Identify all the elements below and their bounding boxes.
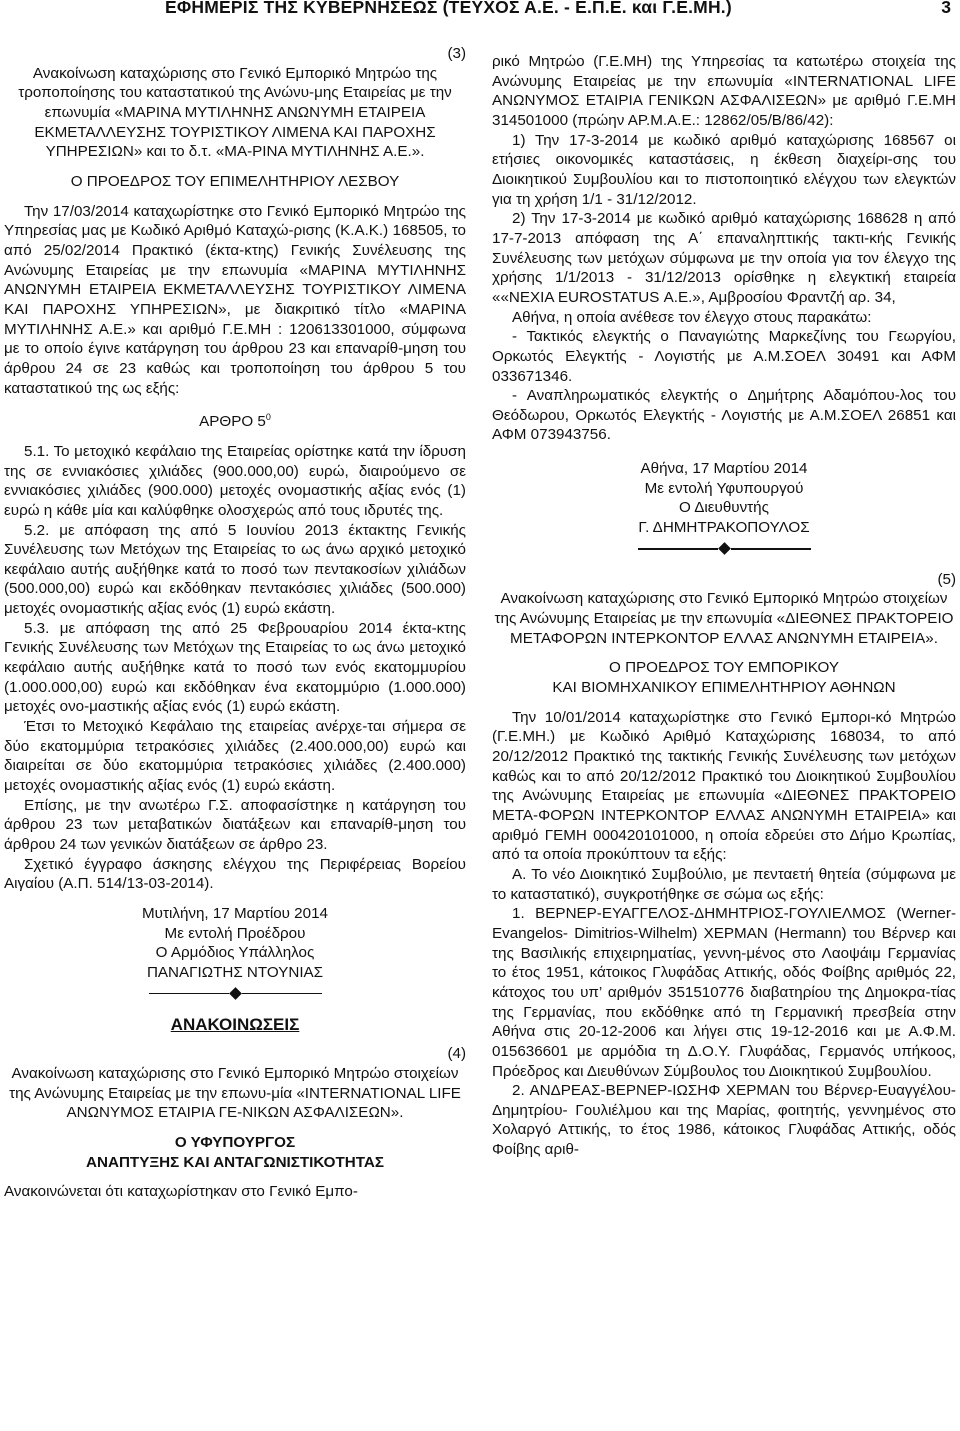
announcement-4-item-2: 2) Την 17-3-2014 με κωδικό αριθμό καταχώρισης 168628 η από 17-7-2013 απόφαση της Α΄ επαναληπτικής τακτι-κής Γενικής Συνέλευσης των μετόχων σύμφωνα με την οποία για τον έλεγχο της χρήσης 1/1/2013 - 31/12/2013 ορίσθηκε η ελεγκτική εταιρεία ««NEXIA EUROSTATUS Α.Ε.», Αμβροσίου Φραντζή αρ. 34,	[492, 210, 956, 306]
announcement-4-body-start: Ανακοινώνεται ότι καταχωρίστηκαν στο Γενικό Εμπο-	[4, 1183, 358, 1201]
signature-order: Με εντολή Προέδρου	[164, 924, 306, 942]
announcement-4-body-cont: ρικό Μητρώο (Γ.Ε.ΜΗ) της Υπηρεσίας τα κατωτέρω στοιχεία της Ανώνυμης Εταιρείας με την επωνυμία «INTERNATIONAL LIFE ΑΝΩΝΥΜΟΣ ΕΤΑΙΡΙΑ ΓΕΝΙΚΩΝ ΑΣΦΑΛΙΣΕΩΝ» με αριθμό Γ.Ε.ΜΗ 314501000 (πρώην ΑΡ.Μ.Α.Ε.: 12862/05/Β/86/42):	[492, 53, 956, 129]
announcement-number-5: (5)	[937, 570, 956, 588]
announcement-number-4: (4)	[447, 1045, 466, 1063]
announcement-number-3: (3)	[447, 45, 466, 62]
announcement-3-title: Ανακοίνωση καταχώρισης στο Γενικό Εμπορικό Μητρώο της τροποποίησης του καταστατικού της Ανώνυ-μης Εταιρείας με την επωνυμία «ΜΑΡΙΝΑ ΜΥΤΙΛΗΝΗΣ ΑΝΩΝΥΜΗ ΕΤΑΙΡΕΙΑ ΕΚΜΕΤΑΛΛΕΥΣΗΣ ΤΟΥΡΙΣΤΙΚΟΥ ΛΙΜΕΝΑ ΚΑΙ ΠΑΡΟΧΗΣ ΥΠΗΡΕΣΙΩΝ» και το δ.τ. «ΜΑ-ΡΙΝΑ ΜΥΤΙΛΗΝΗΣ Α.Ε.».	[18, 64, 452, 161]
page-number: 3	[941, 0, 951, 17]
announcements-heading: ΑΝΑΚΟΙΝΩΣΕΙΣ	[170, 1014, 300, 1034]
right-column	[492, 52, 956, 1160]
announcement-4-authority-ministry: ΑΝΑΠΤΥΞΗΣ ΚΑΙ ΑΝΤΑΓΩΝΙΣΤΙΚΟΤΗΤΑΣ	[86, 1153, 384, 1171]
signature-role-2: Ο Διευθυντής	[679, 499, 769, 517]
signature-place-date-2: Αθήνα, 17 Μαρτίου 2014	[640, 460, 808, 478]
left-column	[4, 44, 466, 1202]
gazette-title: ΕΦΗΜΕΡΙΣ ΤΗΣ ΚΥΒΕΡΝΗΣΕΩΣ (ΤΕΥΧΟΣ Α.Ε. - Ε.Π.Ε. και Γ.Ε.ΜΗ.)	[165, 0, 732, 17]
announcement-4-authority: Ο ΥΦΥΠΟΥΡΓΟΣ	[174, 1133, 296, 1151]
paragraph-5-2: 5.2. με απόφαση της από 5 Ιουνίου 2013 έκτακτης Γενικής Συνέλευσης των Μετόχων της Εταιρείας το ως άνω αρχικό μετοχικό κεφάλαιο αυτής αυξήθηκε κατά το ποσό των πεντακοσίων χιλιάδων (500.000,00) ευρώ και εκδόθηκαν πεντακόσιες χιλιάδες (500.000) μετοχές ονομαστικής αξίας ενός (1) ευρώ εκάστη.	[4, 521, 466, 618]
separator-diamond-icon	[492, 538, 956, 560]
signature-name-2: Γ. ΔΗΜΗΤΡΑΚΟΠΟΥΛΟΣ	[638, 519, 810, 537]
announcement-5-body: Την 10/01/2014 καταχωρίστηκε στο Γενικό Εμπορι-κό Μητρώο (Γ.Ε.ΜΗ.) με Κωδικό Αριθμό Καταχώρισης 168034, το από 20/12/2012 Πρακτικό της τακτικής Γενικής Συνέλευσης των μετόχων καθώς και το από 20/12/2012 Πρακτικό του Διοικητικού Συμβουλίου της Ανώνυμης Εταιρείας με επωνυμία «ΔΙΕΘΝΕΣ ΠΡΑΚΤΟΡΕΙΟ ΜΕΤΑ-ΦΟΡΩΝ ΙΝΤΕΡΚΟΝΤΟΡ ΕΛΛΑΣ ΑΝΩΝΥΜΗ ΕΤΑΙΡΕΙΑ» και αριθμό ΓΕΜΗ 000420101000, η οποία εδρεύει στο Δήμο Κρωπίας, από τα οποία προκύπτουν τα εξής:	[492, 708, 956, 864]
paragraph-5-1: 5.1. Το μετοχικό κεφάλαιο της Εταιρείας ορίστηκε κατά την ίδρυση της σε εννιακόσιες χιλιάδες (900.000,00) ευρώ, διαιρούμενο σε εννιακόσιες χιλιάδες (900.000) μετοχές ονομαστικής αξίας ενός (1) ευρώ η κάθε μία και καλύφθηκε ολοσχερώς από τους ιδρυτές της.	[4, 442, 466, 519]
signature-order-2: Με εντολή Υφυπουργού	[644, 479, 804, 497]
paragraph-total-capital: Έτσι το Μετοχικό Κεφάλαιο της εταιρείας ανέρχε-ται σήμερα σε δύο εκατομμύρια τετρακόσιες χιλιάδες (2.400.000,00) ευρώ και διαιρείται σε δύο εκατομμύρια τετρακόσιες χιλιάδες (2.400.000) μετοχές ονομαστικής αξίας ενός (1) ευρώ εκάστη.	[4, 718, 466, 795]
separator-diamond-icon	[4, 983, 466, 1005]
announcement-5-authority-chamber: ΚΑΙ ΒΙΟΜΗΧΑΝΙΚΟΥ ΕΠΙΜΕΛΗΤΗΡΙΟΥ ΑΘΗΝΩΝ	[552, 679, 896, 697]
board-member-2: 2. ΑΝΔΡΕΑΣ-ΒΕΡΝΕΡ-ΙΩΣΗΦ ΧΕΡΜΑΝ του Βέρνερ-Ευαγγέλου-Δημητρίου- Γουλιέλμου και της Μαρίας, φοιτητής, γεννημένος στο Χολαργό Αττικής, το έτος 1986, κάτοικος Γλυφάδας Αττικής, οδός Φοίβης αριθ-	[492, 1082, 956, 1159]
announcement-4-athens: Αθήνα, η οποία ανέθεσε τον έλεγχο στους παρακάτω:	[512, 308, 872, 326]
article-heading: ΑΡΘΡΟ $5^0$	[199, 412, 271, 431]
announcement-4-auditor-2: - Αναπληρωματικός ελεγκτής ο Δημήτρης Αδαμόπου-λος του Θεόδωρου, Ορκωτός Ελεγκτής - Λογιστής με Α.Μ.ΣΟΕΛ 26851 και ΑΦΜ 073943756.	[492, 387, 956, 444]
paragraph-also: Επίσης, με την ανωτέρω Γ.Σ. αποφασίστηκε η κατάργηση του άρθρου 23 των μεταβατικών διατάξεων και επαναρίθ-μηση του άρθρου 24 των γενικών διατάξεων σε άρθρο 23.	[4, 796, 466, 853]
announcement-5-board: Α. Το νέο Διοικητικό Συμβούλιο, με πενταετή θητεία (σύμφωνα με το καταστατικό), συγκροτήθηκε σε σώμα ως εξής:	[492, 865, 956, 903]
announcement-4-title: Ανακοίνωση καταχώρισης στο Γενικό Εμπορικό Μητρώο στοιχείων της Ανώνυμης Εταιρείας με την επωνυ-μία «INTERNATIONAL LIFE ΑΝΩΝΥΜΟΣ ΕΤΑΙΡΙΑ ΓΕ-ΝΙΚΩΝ ΑΣΦΑΛΙΣΕΩΝ».	[9, 1064, 461, 1122]
signature-name: ΠΑΝΑΓΙΩΤΗΣ ΝΤΟΥΝΙΑΣ	[146, 963, 324, 981]
announcement-5-title: Ανακοίνωση καταχώρισης στο Γενικό Εμπορικό Μητρώο στοιχείων της Ανώνυμης Εταιρείας με την επωνυμία «ΔΙΕΘΝΕΣ ΠΡΑΚΤΟΡΕΙΟ ΜΕΤΑΦΟΡΩΝ ΙΝΤΕΡΚΟΝΤΟΡ ΕΛΛΑΣ ΑΝΩΝΥΜΗ ΕΤΑΙΡΕΙΑ».	[494, 590, 954, 647]
announcement-3-body: Την 17/03/2014 καταχωρίστηκε στο Γενικό Εμπορικό Μητρώο της Υπηρεσίας μας με Κωδικό Αριθμό Καταχώ-ρισης (Κ.Α.Κ.) 168505, το από 25/02/2014 Πρακτικό (έκτα-κτης) Γενικής Συνέλευσης της Ανώνυμης Εταιρείας με την επωνυμία «ΜΑΡΙΝΑ ΜΥΤΙΛΗΝΗΣ ΑΝΩΝΥΜΗ ΕΤΑΙΡΕΙΑ ΕΚΜΕΤΑΛΛΕΥΣΗΣ ΤΟΥΡΙΣΤΙΚΟΥ ΛΙΜΕΝΑ ΚΑΙ ΠΑΡΟΧΗΣ ΥΠΗΡΕΣΙΩΝ», με διακριτικό τίτλο «ΜΑΡΙΝΑ ΜΥΤΙΛΗΝΗΣ Α.Ε.» και αριθμό Γ.Ε.ΜΗ : 120613301000, σύμφωνα με το οποίο έγινε κατάργηση του άρθρου 23 και επαναρίθ-μηση του άρθρου 24 σε 23 καθώς και τροποποίηση του άρθρου 5 του καταστατικού της ως εξής:	[4, 202, 466, 397]
signature-place-date: Μυτιλήνη, 17 Μαρτίου 2014	[142, 904, 328, 922]
announcement-5-authority: Ο ΠΡΟΕΔΡΟΣ ΤΟΥ ΕΜΠΟΡΙΚΟΥ	[609, 659, 839, 677]
paragraph-5-3: 5.3. με απόφαση της από 25 Φεβρουαρίου 2014 έκτα-κτης Γενικής Συνέλευσης των Μετόχων της Εταιρείας το ως άνω μετοχικό κεφάλαιο αυτής αυξήθηκε κατά το ποσό των ενός εκατομμυρίου (1.000.000,00) ευρώ και εκδόθηκαν ένα εκατομμύριο (1.000.000) μετοχές ονο-μαστικής αξίας ενός (1) ευρώ εκάστη.	[4, 619, 466, 716]
signature-role: Ο Αρμόδιος Υπάλληλος	[155, 944, 315, 962]
announcement-4-item-1: 1) Την 17-3-2014 με κωδικό αριθμό καταχώρισης 168567 οι ετήσιες οικονομικές καταστάσεις, η έκθεση διαχείρι-σης του Διοικητικού Συμβουλίου και το πιστοποιητικό ελέγχου των ελεγκτών για τη χρήση 1/1 - 31/12/2012.	[492, 131, 956, 208]
announcement-3-authority: Ο ΠΡΟΕΔΡΟΣ ΤΟΥ ΕΠΙΜΕΛΗΤΗΡΙΟΥ ΛΕΣΒΟΥ	[70, 172, 400, 190]
page-header	[0, 0, 960, 22]
board-member-1: 1. ΒΕΡΝΕΡ-ΕΥΑΓΓΕΛΟΣ-ΔΗΜΗΤΡΙΟΣ-ΓΟΥΛΙΕΛΜΟΣ (Werner-Evangelos- Dimitrios-Wilhelm) ΧΕΡΜΑΝ (Hermann) του Βέρνερ και της Βασιλικής επιχειρηματίας, γεννη-μένος στο Λαοψάιμ Γερμανίας το έτος 1951, κάτοικος Γλυφάδας Αττικής, οδός Φοίβης αριθμός 22, κάτοχος του υπ’ αριθμόν 351510776 διαβατηρίου της Δημοκρα-τίας της Γερμανίας, που εκδόθηκε από τη Γερμανική πρεσβεία στην Αθήνα στις 20-12-2006 και λήγει στις 19-12-2016 και με Α.Φ.Μ. 015636601 με αρμόδια τη Δ.Ο.Υ. Γλυφάδας, Γερμανός υπήκοος, Πρόεδρος και Διευθύνων Σύμβουλος του Διοικητικού Συμβουλίου.	[492, 905, 956, 1080]
announcement-4-auditor-1: - Τακτικός ελεγκτής ο Παναγιώτης Μαρκεζίνης του Γεωργίου, Ορκωτός Ελεγκτής - Λογιστής με Α.Μ.ΣΟΕΛ 30491 και ΑΦΜ 033671346.	[492, 328, 956, 385]
paragraph-document: Σχετικό έγγραφο άσκησης ελέγχου της Περιφέρειας Βορείου Αιγαίου (Α.Π. 514/13-03-2014).	[4, 855, 466, 893]
